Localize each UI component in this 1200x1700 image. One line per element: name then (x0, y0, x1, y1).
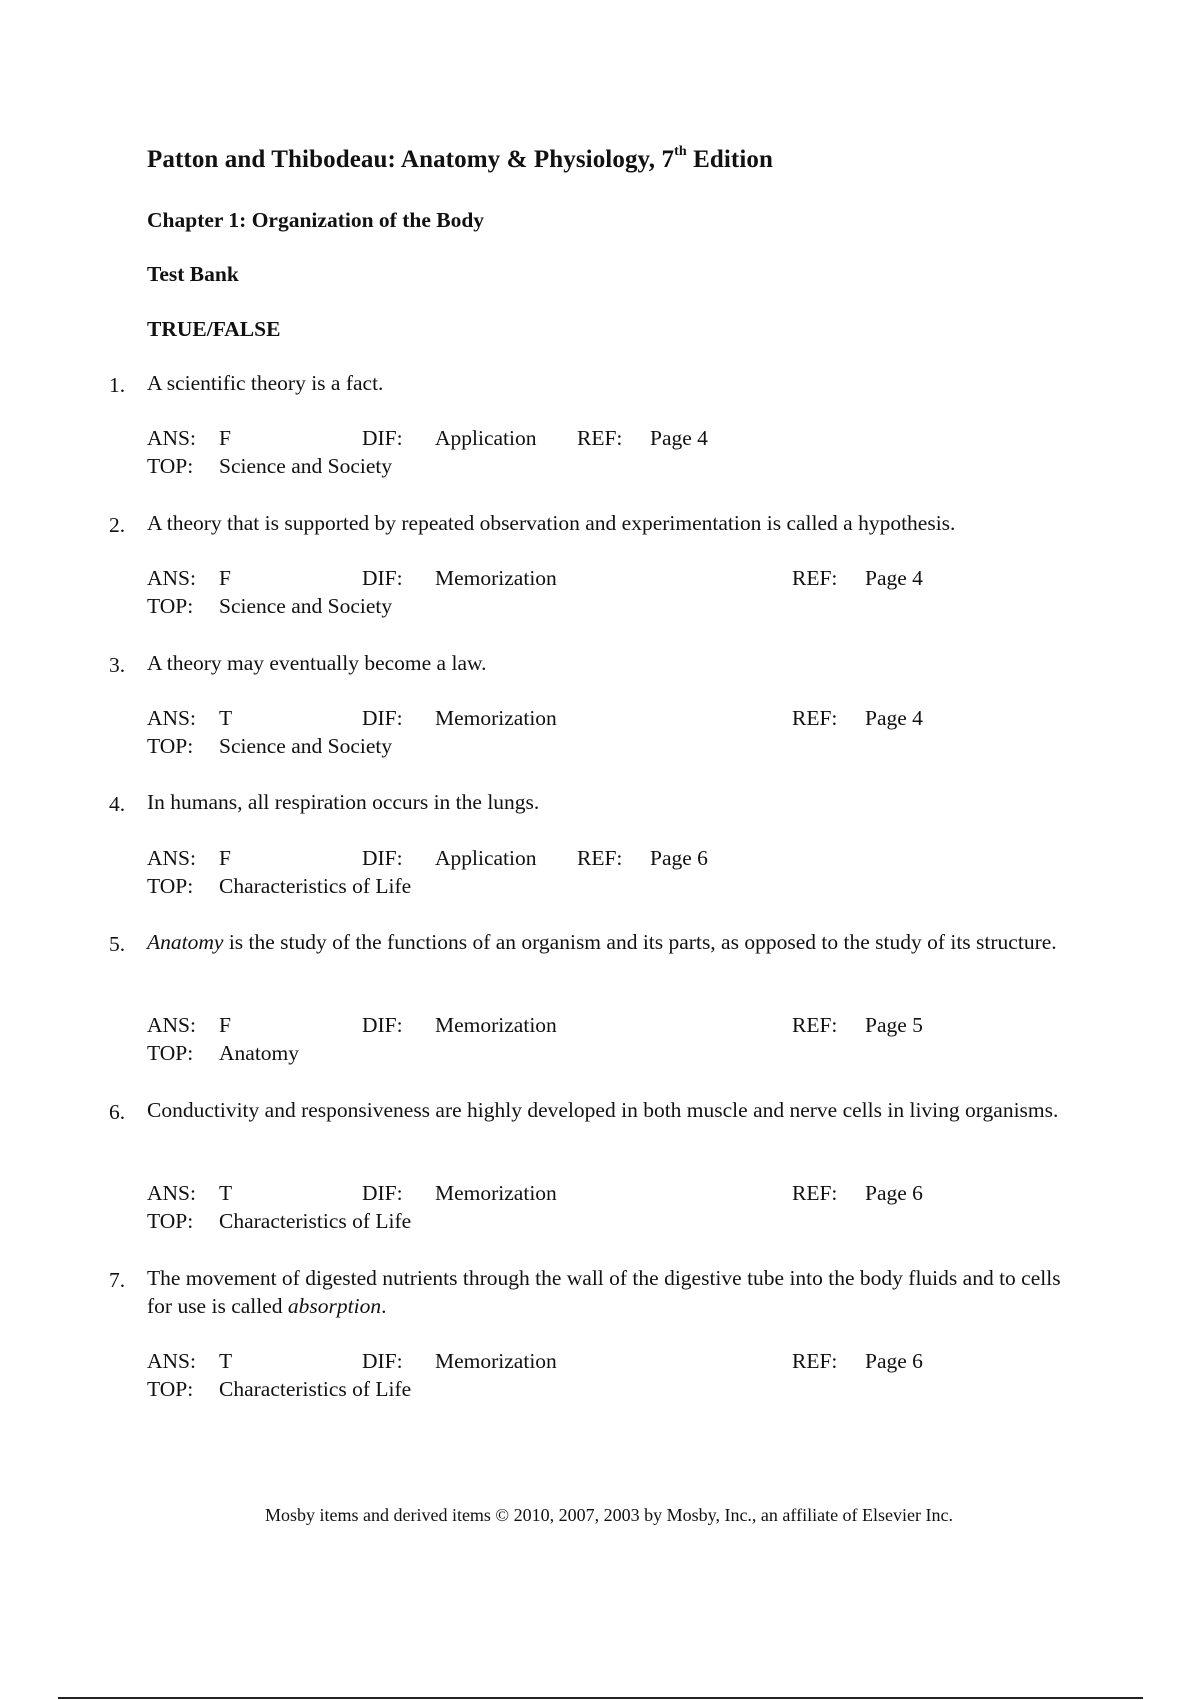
answer-meta (147, 704, 1047, 764)
question-text-before: In humans, all respiration occurs in the lungs. (147, 790, 540, 814)
topic-value: Science and Society (219, 594, 393, 618)
question-text-after: . (381, 1294, 387, 1318)
ans-label: ANS: (147, 1013, 196, 1037)
answer-meta (147, 1011, 1047, 1071)
ref-value: Page 6 (865, 1349, 923, 1373)
question-number: 5. (109, 932, 126, 956)
ans-value: T (219, 1349, 233, 1373)
ref-value: Page 4 (865, 706, 923, 730)
question-text (147, 928, 1077, 956)
top-label: TOP: (147, 1377, 194, 1401)
answer-meta (147, 844, 1047, 904)
question-text-before: A theory may eventually become a law. (147, 651, 487, 675)
ref-value: Page 5 (865, 1013, 923, 1037)
answer-meta (147, 564, 1047, 624)
topic-value: Science and Society (219, 734, 393, 758)
dif-label: DIF: (362, 1181, 403, 1205)
dif-label: DIF: (362, 566, 403, 590)
question-number: 4. (109, 792, 126, 816)
title-main: Patton and Thibodeau: Anatomy & Physiology, 7 (147, 146, 675, 173)
ref-label: REF: (792, 706, 838, 730)
dif-label: DIF: (362, 426, 403, 450)
ref-label: REF: (577, 426, 623, 450)
question-text (147, 788, 1077, 816)
ans-value: F (219, 566, 231, 590)
topic-value: Characteristics of Life (219, 874, 412, 898)
ref-label: REF: (792, 1349, 838, 1373)
top-label: TOP: (147, 874, 194, 898)
ans-value: T (219, 1181, 233, 1205)
dif-label: DIF: (362, 846, 403, 870)
question-text-before: The movement of digested nutrients through the wall of the digestive tube into the body fluids and to cells for use is called (147, 1266, 1061, 1318)
dif-label: DIF: (362, 706, 403, 730)
answer-meta (147, 1179, 1047, 1239)
section-heading: TRUE/FALSE (147, 317, 281, 341)
top-label: TOP: (147, 734, 194, 758)
topic-value: Characteristics of Life (219, 1209, 412, 1233)
test-bank-heading: Test Bank (147, 262, 239, 286)
chapter-heading: Chapter 1: Organization of the Body (147, 208, 485, 232)
dif-label: DIF: (362, 1349, 403, 1373)
ans-label: ANS: (147, 846, 196, 870)
ans-value: F (219, 426, 231, 450)
question-text (147, 1264, 1077, 1320)
topic-value: Anatomy (219, 1041, 300, 1065)
topic-value: Characteristics of Life (219, 1377, 412, 1401)
ref-value: Page 6 (865, 1181, 923, 1205)
dif-value: Memorization (435, 566, 557, 590)
title-superscript: th (674, 144, 687, 159)
topic-value: Science and Society (219, 454, 393, 478)
ans-label: ANS: (147, 566, 196, 590)
copyright-footer: Mosby items and derived items © 2010, 2007, 2003 by Mosby, Inc., an affiliate of Elsevier Inc. (264, 1505, 954, 1525)
question-number: 7. (109, 1268, 126, 1292)
ref-value: Page 4 (650, 426, 708, 450)
dif-label: DIF: (362, 1013, 403, 1037)
question-number: 6. (109, 1100, 126, 1124)
dif-value: Memorization (435, 706, 557, 730)
ref-label: REF: (577, 846, 623, 870)
ans-label: ANS: (147, 426, 196, 450)
ans-value: F (219, 846, 231, 870)
question-text-after: is the study of the functions of an organism and its parts, as opposed to the study of its structure. (223, 930, 1057, 954)
document-title (147, 146, 773, 174)
dif-value: Application (435, 846, 537, 870)
ans-value: T (219, 706, 233, 730)
question-text-italic: absorption (287, 1294, 382, 1318)
ans-value: F (219, 1013, 231, 1037)
title-end: Edition (686, 146, 773, 173)
question-text-italic: Anatomy (147, 930, 224, 954)
ref-value: Page 4 (865, 566, 923, 590)
top-label: TOP: (147, 594, 194, 618)
ref-label: REF: (792, 566, 838, 590)
dif-value: Memorization (435, 1181, 557, 1205)
ans-label: ANS: (147, 1181, 196, 1205)
ref-label: REF: (792, 1181, 838, 1205)
ans-label: ANS: (147, 1349, 196, 1373)
answer-meta (147, 1347, 1047, 1407)
question-text (147, 1096, 1077, 1124)
question-number: 2. (109, 513, 126, 537)
question-text (147, 369, 1077, 397)
ans-label: ANS: (147, 706, 196, 730)
question-number: 3. (109, 653, 126, 677)
question-text-before: Conductivity and responsiveness are highly developed in both muscle and nerve cells in living organisms. (147, 1098, 1059, 1122)
dif-value: Application (435, 426, 537, 450)
ref-value: Page 6 (650, 846, 708, 870)
question-text (147, 649, 1077, 677)
question-number: 1. (109, 373, 126, 397)
question-text-before: A theory that is supported by repeated observation and experimentation is called a hypothesis. (147, 511, 956, 535)
dif-value: Memorization (435, 1349, 557, 1373)
dif-value: Memorization (435, 1013, 557, 1037)
question-text-before: A scientific theory is a fact. (147, 371, 384, 395)
top-label: TOP: (147, 1209, 194, 1233)
top-label: TOP: (147, 1041, 194, 1065)
bottom-rule (58, 1697, 1143, 1699)
answer-meta (147, 424, 1047, 484)
ref-label: REF: (792, 1013, 838, 1037)
question-text (147, 509, 1077, 537)
top-label: TOP: (147, 454, 194, 478)
